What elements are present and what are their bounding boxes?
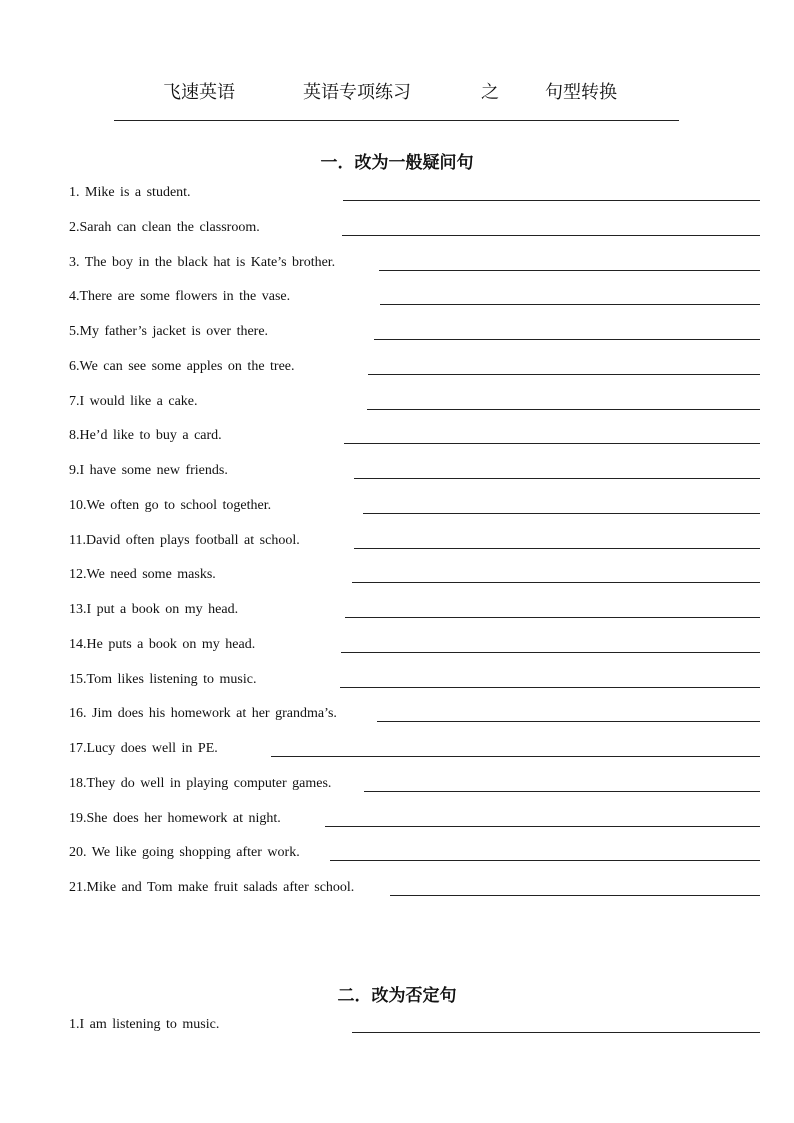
answer-blank-line[interactable] [341, 652, 760, 653]
question-row [69, 879, 760, 901]
question-row [69, 705, 760, 727]
question-text: 12.We need some masks. [69, 567, 216, 583]
question-row [69, 219, 760, 241]
answer-blank-line[interactable] [352, 582, 760, 583]
header-divider [114, 120, 679, 121]
answer-blank-line[interactable] [344, 443, 760, 444]
header-topic: 句型转换 [545, 82, 617, 103]
answer-blank-line[interactable] [367, 409, 760, 410]
header-connector: 之 [481, 82, 499, 103]
question-text: 16. Jim does his homework at her grandma’s. [69, 706, 337, 722]
answer-blank-line[interactable] [377, 721, 760, 722]
answer-blank-line[interactable] [330, 860, 760, 861]
question-text: 3. The boy in the black hat is Kate’s brother. [69, 254, 336, 270]
question-text: 8.He’d like to buy a card. [69, 428, 222, 444]
answer-blank-line[interactable] [379, 270, 760, 271]
question-row [69, 532, 760, 554]
question-row [69, 844, 760, 866]
question-text: 17.Lucy does well in PE. [69, 741, 218, 756]
question-text: 7.I would like a cake. [69, 393, 198, 409]
question-text: 2.Sarah can clean the classroom. [69, 219, 260, 235]
section-2-title: 二．改为否定句 [337, 986, 457, 1006]
answer-blank-line[interactable] [364, 791, 760, 792]
question-text: 1. Mike is a student. [69, 185, 191, 200]
answer-blank-line[interactable] [354, 548, 760, 549]
question-row [69, 184, 760, 206]
answer-blank-line[interactable] [345, 617, 760, 618]
question-row [69, 810, 760, 832]
question-text: 4.There are some flowers in the vase. [69, 289, 291, 305]
question-text: 14.He puts a book on my head. [69, 636, 256, 652]
section-1-title: 一．改为一般疑问句 [320, 153, 474, 173]
question-row [69, 636, 760, 658]
question-text: 18.They do well in playing computer games. [69, 775, 332, 791]
header-brand: 飞速英语 [163, 82, 235, 103]
question-row [69, 462, 760, 484]
question-text: 5.My father’s jacket is over there. [69, 324, 269, 339]
question-text: 21.Mike and Tom make fruit salads after school. [69, 880, 355, 895]
question-row [69, 671, 760, 693]
question-text: 13.I put a book on my head. [69, 602, 239, 617]
answer-blank-line[interactable] [354, 478, 760, 479]
question-text: 15.Tom likes listening to music. [69, 671, 257, 687]
question-row [69, 358, 760, 380]
question-row [69, 323, 760, 345]
question-row [69, 775, 760, 797]
question-row [69, 566, 760, 588]
question-row [69, 393, 760, 415]
question-text: 10.We often go to school together. [69, 497, 272, 513]
question-row [69, 288, 760, 310]
question-row [69, 254, 760, 276]
question-row [69, 1016, 760, 1038]
question-text: 11.David often plays football at school. [69, 532, 300, 548]
page-header [0, 78, 794, 102]
answer-blank-line[interactable] [390, 895, 760, 896]
question-text: 19.She does her homework at night. [69, 810, 281, 826]
answer-blank-line[interactable] [363, 513, 760, 514]
answer-blank-line[interactable] [343, 200, 760, 201]
question-text: 20. We like going shopping after work. [69, 845, 300, 861]
question-text: 9.I have some new friends. [69, 463, 228, 478]
question-row [69, 497, 760, 519]
answer-blank-line[interactable] [352, 1032, 760, 1033]
question-text: 6.We can see some apples on the tree. [69, 358, 295, 374]
question-row [69, 601, 760, 623]
answer-blank-line[interactable] [340, 687, 760, 688]
answer-blank-line[interactable] [374, 339, 760, 340]
answer-blank-line[interactable] [368, 374, 760, 375]
answer-blank-line[interactable] [380, 304, 760, 305]
answer-blank-line[interactable] [271, 756, 760, 757]
answer-blank-line[interactable] [342, 235, 760, 236]
question-row [69, 740, 760, 762]
question-text: 1.I am listening to music. [69, 1017, 220, 1032]
question-row [69, 427, 760, 449]
answer-blank-line[interactable] [325, 826, 760, 827]
header-subject: 英语专项练习 [303, 82, 411, 103]
